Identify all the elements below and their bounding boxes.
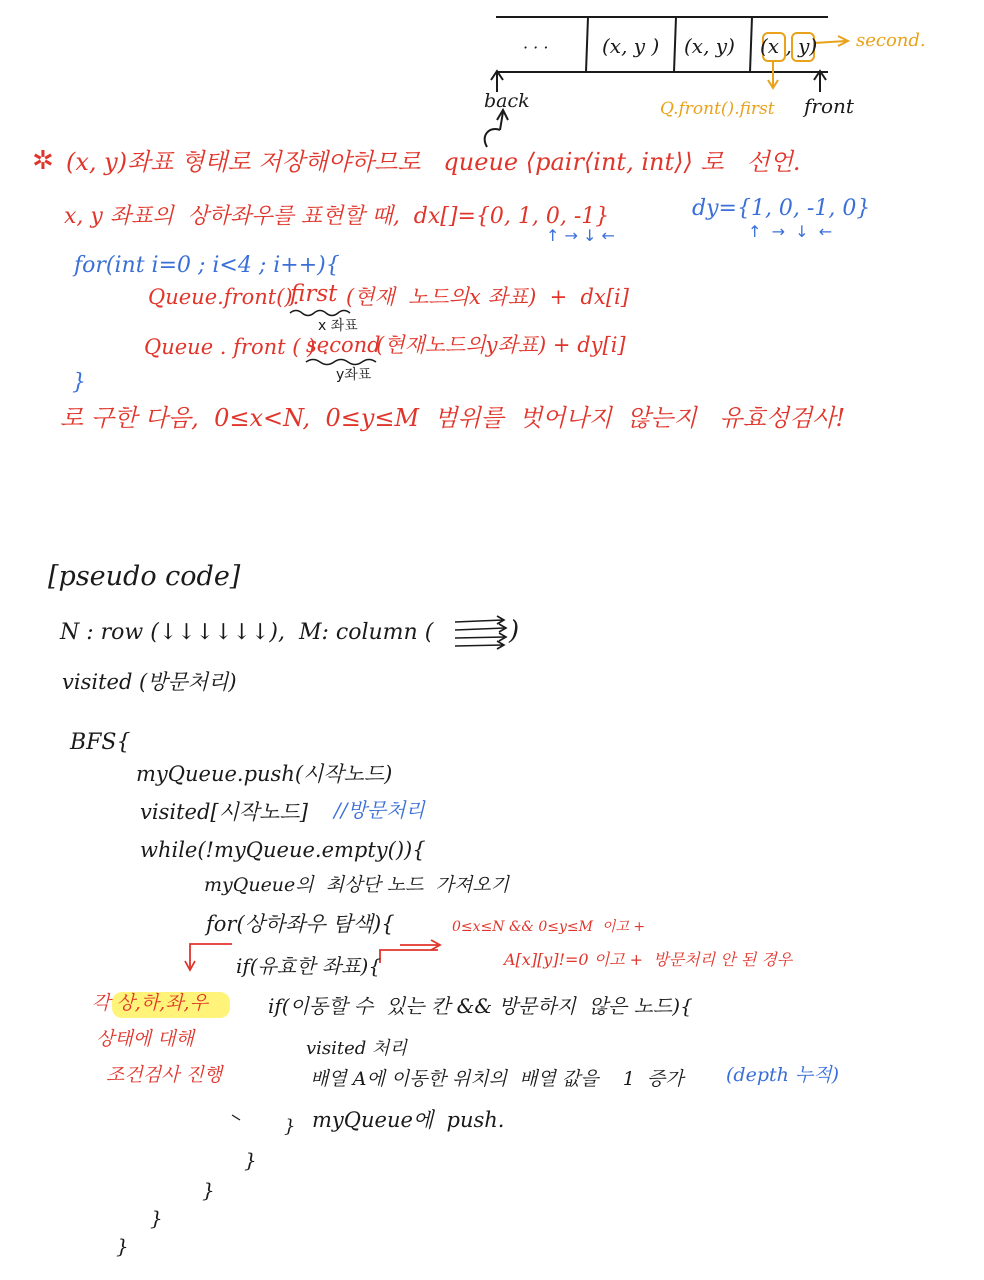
visited-line: visited (방문처리) (62, 670, 237, 694)
queue-cell-ellipsis: · · · (523, 38, 549, 57)
note-line-2b: dy={1, 0, -1, 0} (692, 196, 871, 221)
second-label: second. (856, 30, 926, 51)
note-line-1: (x, y)좌표 형태로 저장해야하므로 queue ⟨pair⟨int, int⟩⟩ 로 선언. (66, 148, 801, 176)
depth-note: (depth 누적) (726, 1064, 840, 1086)
visited-start-line: visited[시작노드] (140, 800, 308, 824)
front-label: front (804, 94, 854, 118)
first-label: Q.front().first (660, 99, 775, 119)
brace-1: } (284, 1116, 296, 1137)
note-last-line: 로 구한 다음, 0≤x<N, 0≤y≤M 범위를 벗어나지 않는지 유효성검사! (60, 404, 846, 432)
dx-arrows: ↑ → ↓ ← (546, 226, 615, 245)
star-mark: ✲ (32, 146, 54, 176)
push-line: myQueue.push(시작노드) (136, 762, 393, 786)
q2-code: Queue . front ( ) . (144, 335, 329, 359)
if-valid-line: if(유효한 좌표){ (236, 954, 382, 978)
push-queue-line: myQueue에 push. (312, 1108, 505, 1132)
for-search-line: for(상하좌우 탐색){ (206, 912, 395, 936)
brace-5: } (116, 1234, 129, 1258)
while-line: while(!myQueue.empty()){ (140, 838, 426, 862)
brace-3: } (202, 1178, 215, 1202)
q1-code: Queue.front(). (148, 285, 300, 309)
note-line-2a: x, y 좌표의 상하좌우를 표현할 때, dx[]={0, 1, 0, -1} (64, 204, 610, 229)
q1-first: first (290, 281, 338, 307)
q1-under-label: x 좌표 (318, 318, 358, 334)
queue-cell-front: (x , y) (760, 34, 818, 58)
queue-cell-2: (x, y ) (602, 34, 660, 58)
side-note-3: 조건검사 진행 (106, 1064, 223, 1086)
brace-2: } (244, 1148, 257, 1172)
condition-line-2: A[x][y]!=0 이고 + 방문처리 안 된 경우 (504, 950, 793, 969)
queue-cell-3: (x, y) (684, 34, 735, 58)
condition-line-1: 0≤x≤N && 0≤y≤M 이고 + (452, 919, 646, 935)
q2-under-label: y좌표 (336, 367, 372, 383)
pseudo-title: [pseudo code] (48, 561, 241, 592)
get-top-line: myQueue의 최상단 노드 가져오기 (204, 874, 510, 896)
n-row-line: N : row (↓↓↓↓↓↓), M: column ( (60, 620, 434, 645)
q2-second: second (306, 333, 381, 357)
array-inc-line: 배열 A에 이동한 위치의 배열 값을 1 증가 (310, 1068, 684, 1090)
side-note-2: 상태에 대해 (96, 1028, 194, 1050)
n-row-close: ) (509, 616, 520, 646)
back-label: back (484, 90, 530, 112)
brace-4: } (150, 1206, 163, 1230)
bfs-open: BFS{ (70, 730, 131, 755)
visit-comment: //방문처리 (334, 798, 425, 822)
for-close: } (72, 370, 86, 395)
visited-proc-line: visited 처리 (306, 1038, 407, 1059)
dy-arrows: ↑ → ↓ ← (748, 222, 833, 241)
if-move-line: if(이동할 수 있는 칸 && 방문하지 않은 노드){ (268, 994, 693, 1018)
q1-rest: (현재 노드의x 좌표) + dx[i] (346, 285, 629, 309)
side-note-1: 각 상,하,좌,우 (92, 992, 208, 1014)
for-line: for(int i=0 ; i<4 ; i++){ (74, 253, 340, 278)
q2-rest: (현재노드의y좌표) + dy[i] (376, 333, 626, 357)
